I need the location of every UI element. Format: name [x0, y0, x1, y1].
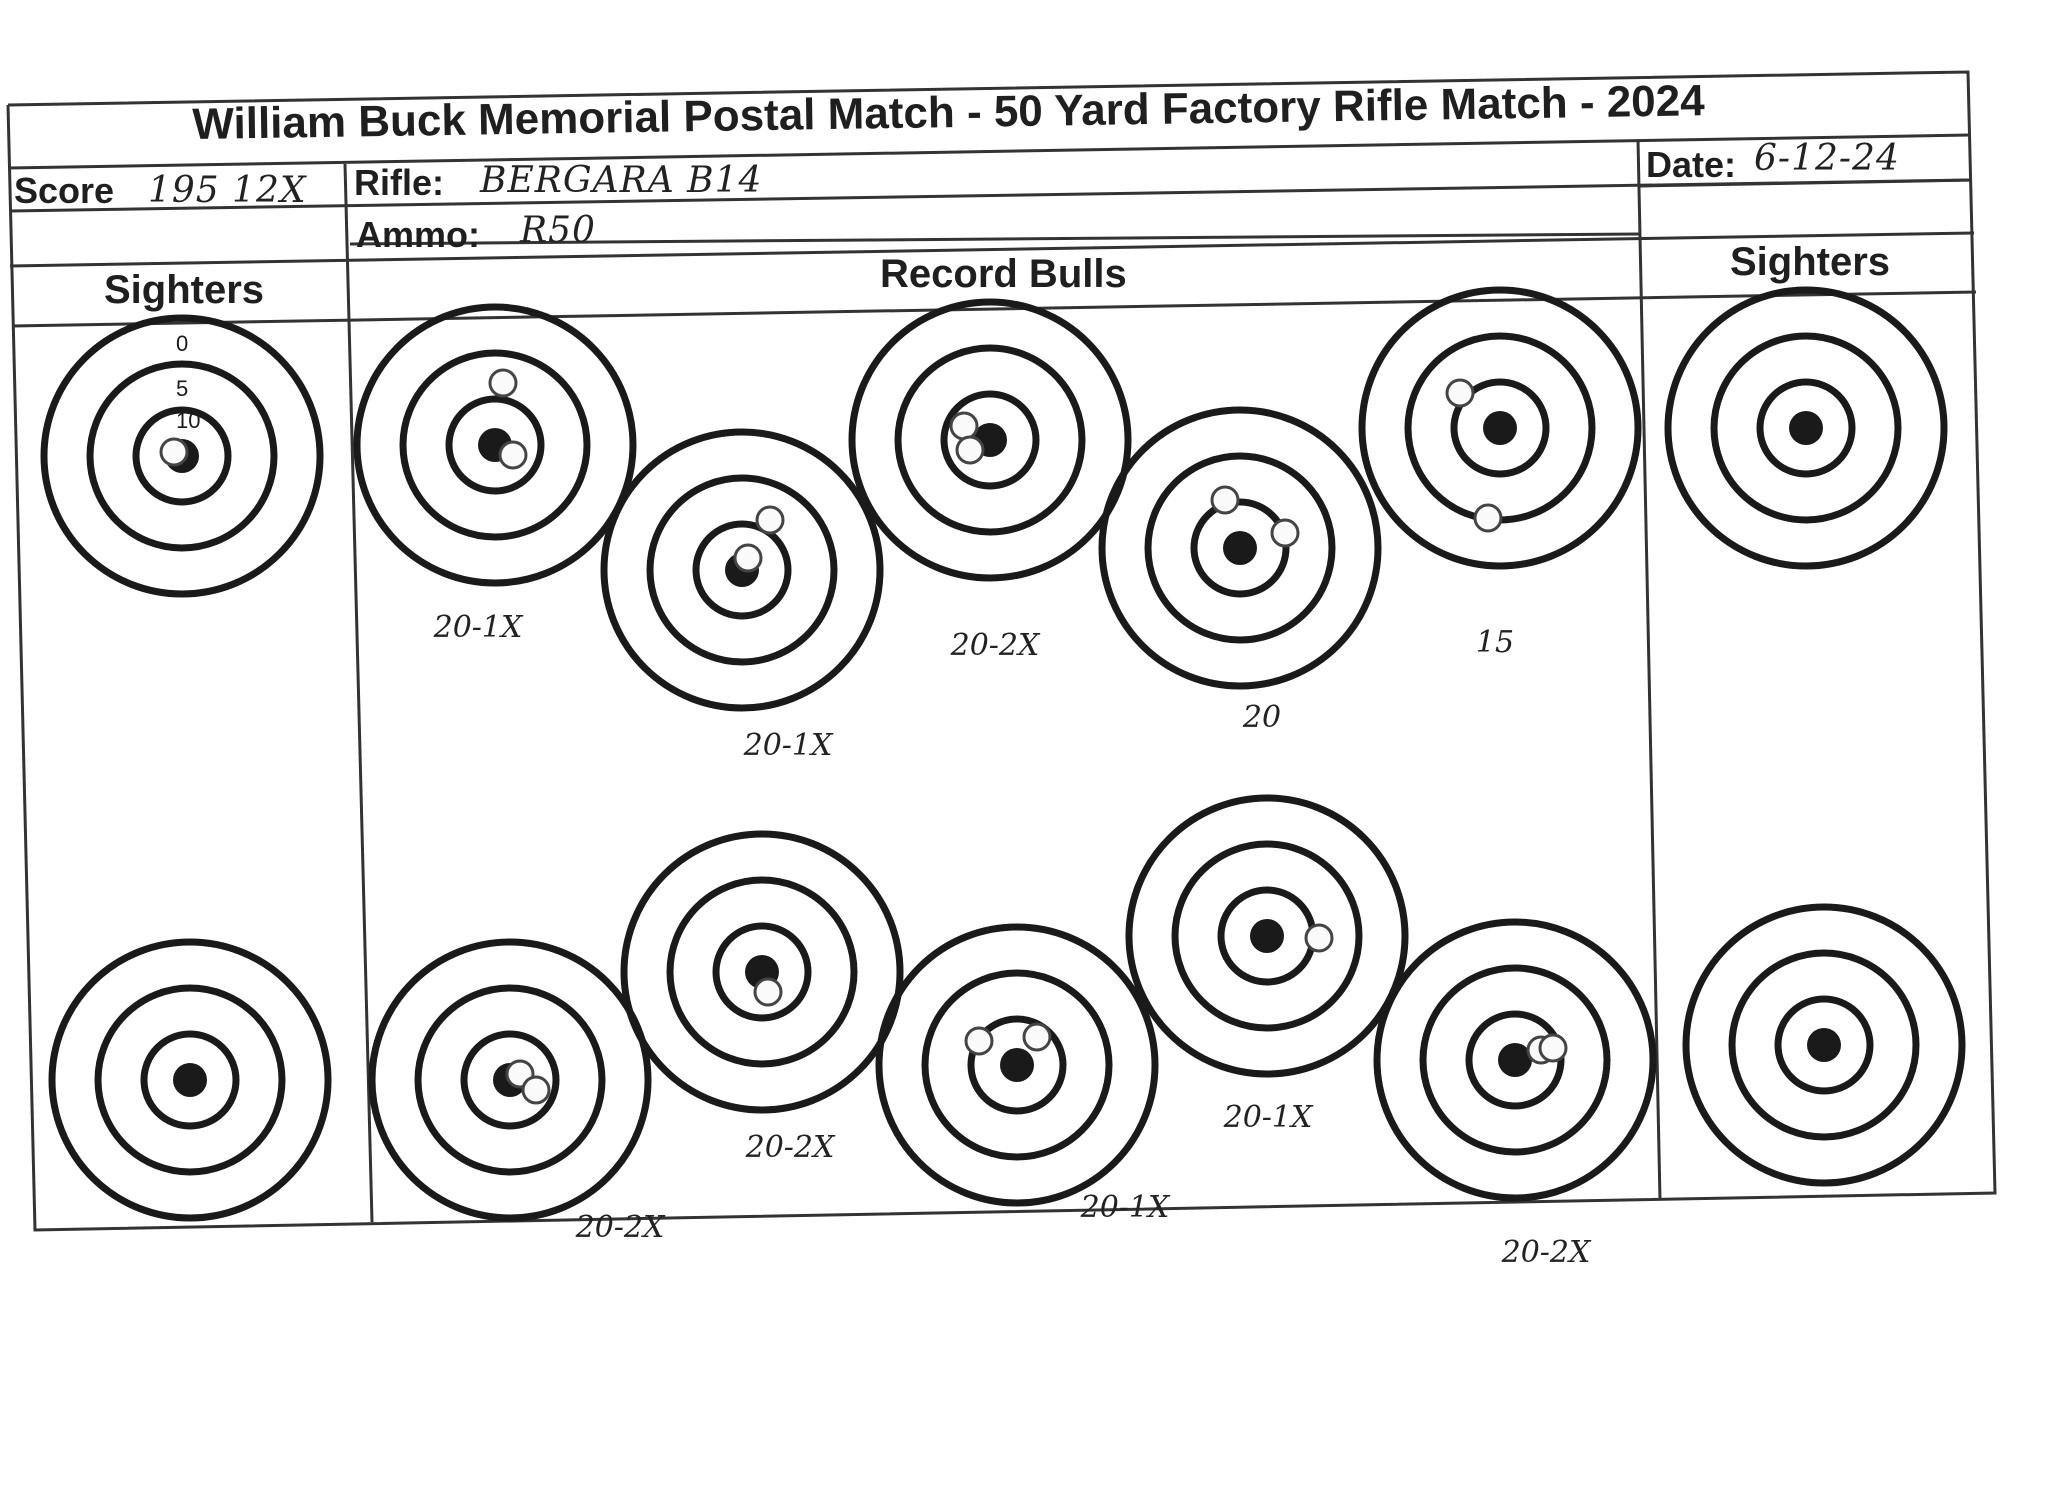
bullet-hole [1212, 487, 1238, 513]
record-3-score-label: 20-2X [950, 628, 1040, 663]
rifle-value: BERGARA B14 [480, 160, 763, 201]
ammo-label: Ammo: [356, 214, 480, 255]
record-2 [604, 432, 880, 708]
target-bull [1807, 1028, 1841, 1062]
bullet-hole [951, 413, 977, 439]
bullet-hole [1272, 520, 1298, 546]
bullet-hole [1024, 1024, 1050, 1050]
score-label: Score [14, 170, 115, 211]
ring-value-inner: 10 [176, 408, 201, 433]
bullet-hole [1306, 925, 1332, 951]
record-9 [1129, 798, 1405, 1074]
record-5 [1362, 290, 1638, 566]
record-6 [372, 942, 648, 1218]
target-bull [1000, 1048, 1034, 1082]
bullet-hole [1475, 505, 1501, 531]
bullet-hole [1540, 1035, 1566, 1061]
record-4-score-label: 20 [1242, 700, 1282, 735]
rifle-label: Rifle: [354, 162, 444, 203]
sighter-top-right [1668, 290, 1944, 566]
date-value: 6-12-24 [1754, 138, 1900, 179]
sighter-bottom-left [52, 942, 328, 1218]
record-10-score-label: 20-2X [1501, 1235, 1591, 1270]
target-bull [1483, 411, 1517, 445]
left-sighters-heading: Sighters [104, 268, 265, 312]
date-label: Date: [1646, 144, 1737, 185]
record-1 [357, 307, 633, 583]
ring-value-middle: 5 [176, 376, 189, 401]
bullet-hole [523, 1077, 549, 1103]
right-sighters-heading: Sighters [1730, 240, 1891, 284]
ring-value-outer: 0 [176, 331, 189, 356]
bullet-hole [957, 437, 983, 463]
target-bull [1789, 411, 1823, 445]
bullet-hole [500, 442, 526, 468]
page-title: William Buck Memorial Postal Match - 50 Yard Factory Rifle Match - 2024 [192, 76, 1705, 149]
score-value: 195 12X [148, 170, 307, 211]
record-8 [879, 927, 1155, 1203]
record-3 [852, 302, 1128, 578]
bullet-hole [490, 370, 516, 396]
record-bulls-heading: Record Bulls [880, 252, 1127, 296]
bullet-hole [161, 439, 187, 465]
bullet-hole [1447, 380, 1473, 406]
bullet-hole [735, 545, 761, 571]
record-8-score-label: 20-1X [1080, 1190, 1170, 1225]
record-1-score-label: 20-1X [433, 610, 523, 645]
record-4 [1102, 410, 1378, 686]
bullet-hole [755, 979, 781, 1005]
target-bull [1250, 919, 1284, 953]
sighter-bottom-right [1686, 907, 1962, 1183]
sighter-top-left [44, 318, 320, 594]
record-2-score-label: 20-1X [743, 728, 833, 763]
ammo-value: R50 [520, 210, 596, 251]
target-bull [1223, 531, 1257, 565]
bullet-hole [757, 507, 783, 533]
record-9-score-label: 20-1X [1223, 1100, 1313, 1135]
record-10 [1377, 922, 1653, 1198]
target-bull [173, 1063, 207, 1097]
bullet-hole [966, 1028, 992, 1054]
record-7-score-label: 20-2X [745, 1130, 835, 1165]
record-5-score-label: 15 [1475, 625, 1515, 660]
record-6-score-label: 20-2X [575, 1210, 665, 1245]
record-7 [624, 834, 900, 1110]
